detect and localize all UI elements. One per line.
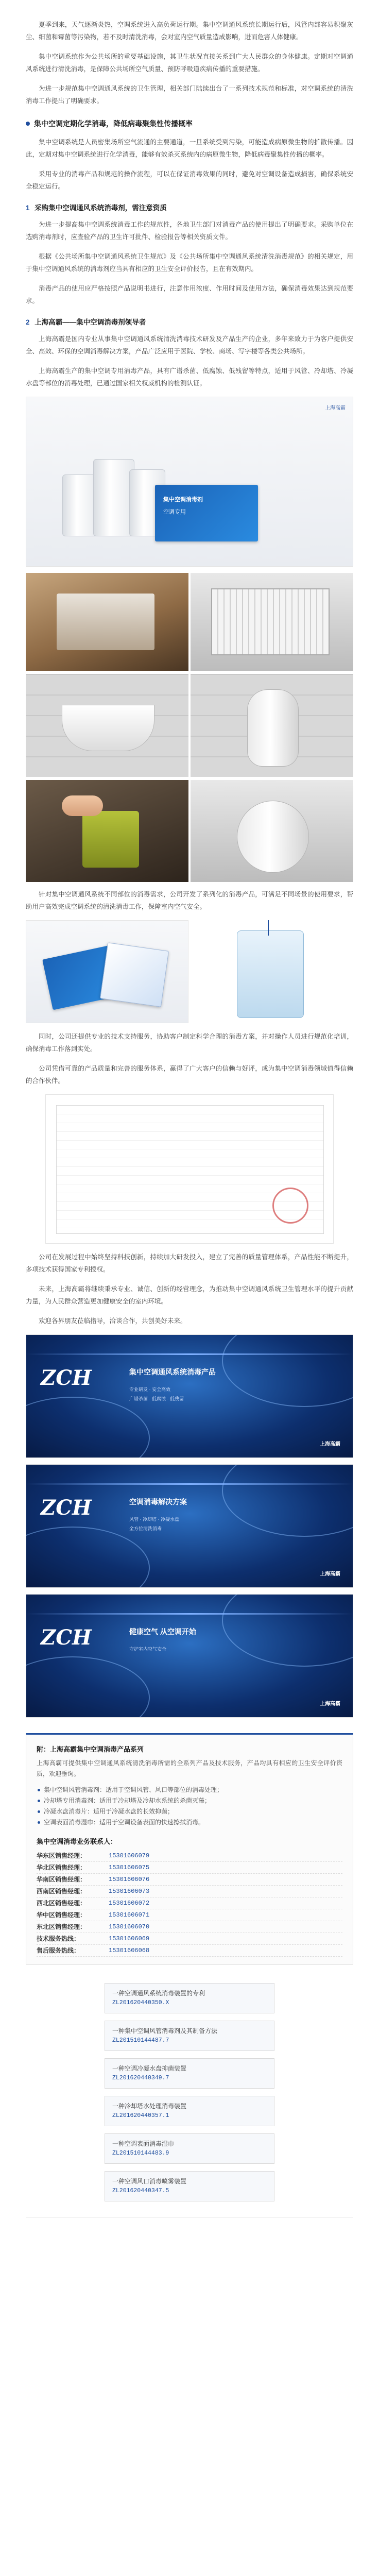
contact-role: 西南区销售经理： <box>37 1888 87 1895</box>
sub2-paragraphs <box>26 333 353 389</box>
related-title: 一种空调冷凝水盘抑菌装置 <box>112 2065 187 2072</box>
product-box <box>155 485 258 541</box>
paragraph: 为进一步规范集中空调通风系统的卫生管理，相关部门陆续出台了一系列技术规范和标准，对空调系统的清洗消毒工作提出了明确要求。 <box>26 85 353 105</box>
certificate-image <box>45 1094 334 1244</box>
banner-line: 全方位清洗消毒 <box>129 1526 162 1531</box>
contact-intro: 上海高霸可提供集中空调通风系统清洗消毒所需的全系列产品及技术服务，产品均具有相应的卫生安全评价资质，欢迎垂询。 <box>37 1759 342 1777</box>
photo-card <box>191 920 353 1023</box>
contact-phone[interactable]: 15301606076 <box>109 1876 150 1883</box>
product-box-label: 集中空调消毒剂 <box>163 497 203 503</box>
list-item: 冷却塔专用消毒剂：适用于冷却塔及冷却水系统的杀菌灭藻； <box>37 1795 342 1806</box>
banner-line: 专业研发 · 安全高效 <box>129 1387 170 1392</box>
contact-table <box>37 1850 342 1957</box>
ad-banner <box>26 1334 353 1458</box>
contact-role: 华北区销售经理： <box>37 1864 87 1871</box>
contact-row <box>37 1921 342 1933</box>
subtitle-number: 2 <box>26 318 30 326</box>
banner-title: 集中空调通风系统消毒产品 <box>129 1368 216 1376</box>
bullet-dot-icon <box>26 122 30 126</box>
section1-paragraphs <box>26 136 353 193</box>
related-link[interactable] <box>105 2021 274 2051</box>
paragraph: 消毒产品的使用应严格按照产品说明书进行，注意作用浓度、作用时间及使用方法，确保消毒效果达到规范要求。 <box>26 285 353 304</box>
banner-logo: ZCH <box>41 1496 92 1520</box>
contact-row <box>37 1850 342 1862</box>
paragraph: 欢迎各界朋友莅临指导，洽谈合作，共创美好未来。 <box>39 1317 187 1325</box>
ad-banner <box>26 1464 353 1588</box>
subtitle-procurement <box>26 202 353 212</box>
contact-phone[interactable]: 15301606068 <box>109 1947 150 1954</box>
contact-role: 西北区销售经理： <box>37 1900 87 1907</box>
ad-banners <box>26 1334 353 1718</box>
paragraph: 上海高霸是国内专业从事集中空调通风系统清洗消毒技术研发及产品生产的企业，多年来致力于为客户提供安全、高效、环保的空调消毒解决方案，产品广泛应用于医院、学校、商场、写字楼等各类公共场所。 <box>26 335 353 355</box>
related-link[interactable] <box>105 2171 274 2201</box>
photo-sink <box>26 674 188 777</box>
related-title: 一种空调表面消毒湿巾 <box>112 2140 175 2147</box>
contact-phone[interactable]: 15301606070 <box>109 1923 150 1930</box>
paragraph: 集中空调系统作为公共场所的重要基础设施，其卫生状况直接关系到广大人民群众的身体健康。定期对空调通风系统进行清洗消毒，是保障公共场所空气质量、预防呼吸道疾病传播的重要措施。 <box>26 53 353 73</box>
contact-phone[interactable]: 15301606079 <box>109 1852 150 1859</box>
banner-badge: 上海高霸 <box>320 1442 340 1447</box>
contact-row <box>37 1886 342 1897</box>
paragraph: 根据《公共场所集中空调通风系统卫生规范》及《公共场所集中空调通风系统清洗消毒规范》的相关规定，用于集中空调通风系统的消毒剂应当具有相应的卫生安全评价报告，且在有效期内。 <box>26 253 353 273</box>
contact-phone[interactable]: 15301606073 <box>109 1888 150 1895</box>
ad-banner <box>26 1594 353 1718</box>
contact-row <box>37 1945 342 1957</box>
contact-role: 华东区销售经理： <box>37 1852 87 1859</box>
banner-title: 健康空气 从空调开始 <box>129 1628 196 1636</box>
contact-row <box>37 1874 342 1886</box>
photo-duct <box>26 573 188 671</box>
banner-badge: 上海高霸 <box>320 1571 340 1577</box>
banner-badge: 上海高霸 <box>320 1701 340 1707</box>
related-link[interactable] <box>105 1983 274 2013</box>
banner-title: 空调消毒解决方案 <box>129 1498 187 1506</box>
related-patent-no: ZL201620440357.1 <box>112 2112 169 2119</box>
banner-logo: ZCH <box>41 1625 92 1650</box>
product-logo: 上海高霸 <box>325 405 346 411</box>
related-title: 一种集中空调风管消毒剂及其制备方法 <box>112 2027 218 2035</box>
paragraph: 公司凭借可靠的产品质量和完善的服务体系，赢得了广大客户的信赖与好评，成为集中空调消毒领域值得信赖的合作伙伴。 <box>26 1065 353 1084</box>
contact-phone[interactable]: 15301606071 <box>109 1911 150 1919</box>
related-link[interactable] <box>105 2133 274 2164</box>
contact-heading: 附：上海高霸集中空调消毒产品系列 <box>37 1745 144 1753</box>
middle-paragraphs <box>26 1030 353 1087</box>
paragraph: 同时，公司还提供专业的技术支持服务，协助客户制定科学合理的消毒方案，并对操作人员进行规范化培训，确保消毒工作落到实处。 <box>26 1033 353 1053</box>
subtitle-number: 1 <box>26 204 30 212</box>
contact-row <box>37 1933 342 1945</box>
list-item: 冷凝水盘消毒片：适用于冷凝水盘的长效抑菌； <box>37 1806 342 1817</box>
contact-role: 华中区销售经理： <box>37 1911 87 1919</box>
paragraph: 集中空调系统是人员密集场所空气流通的主要通道，一旦系统受到污染，可能造成病原微生物的扩散传播。因此，定期对集中空调系统进行化学消毒，能够有效杀灭系统内的病原微生物，降低病毒聚集性传播的概率。 <box>26 139 353 158</box>
product-list <box>37 1785 342 1828</box>
product-box-sublabel: 空调专用 <box>163 509 186 515</box>
intro-section <box>26 19 353 107</box>
contact-phone[interactable]: 15301606075 <box>109 1864 150 1871</box>
list-item: 集中空调风管消毒剂：适用于空调风管、风口等部位的消毒处理； <box>37 1785 342 1795</box>
section-title-text: 集中空调定期化学消毒，降低病毒聚集性传播概率 <box>34 120 193 128</box>
related-title: 一种空调通风系统消毒装置的专利 <box>112 1990 205 1997</box>
photo-vent <box>191 573 353 671</box>
related-patent-no: ZL201620440349.7 <box>112 2075 169 2081</box>
contact-row <box>37 1862 342 1874</box>
related-patents <box>26 1983 353 2201</box>
contact-box <box>26 1733 353 1964</box>
paragraph: 公司在发展过程中始终坚持科技创新，持续加大研发投入，建立了完善的质量管理体系，产品性能不断提升，多项技术获得国家专利授权。 <box>26 1253 353 1273</box>
banner-logo: ZCH <box>41 1366 92 1390</box>
caption-paragraph: 针对集中空调通风系统不同部位的消毒需求，公司开发了系列化的消毒产品，可满足不同场景的使用要求，帮助用户高效完成空调系统的清洗消毒工作，保障室内空气安全。 <box>26 891 353 910</box>
product-photo <box>26 397 353 567</box>
contact-people-heading: 集中空调消毒业务联系人： <box>37 1838 117 1845</box>
related-link[interactable] <box>105 2058 274 2089</box>
paragraph: 夏季到来，天气逐渐炎热，空调系统进入高负荷运行期。集中空调通风系统长期运行后，风管内部容易积聚灰尘、细菌和霉菌等污染物，若不及时清洗消毒，会对室内空气质量造成影响，进而危害人体健康。 <box>26 21 353 41</box>
subtitle-company <box>26 316 353 327</box>
product-roll <box>93 459 134 536</box>
banner-line: 风管 · 冷却塔 · 冷凝水盘 <box>129 1517 179 1522</box>
photo-tank <box>26 780 188 882</box>
related-patent-no: ZL201620440350.X <box>112 1999 169 2006</box>
contact-phone[interactable]: 15301606069 <box>109 1935 150 1942</box>
related-title: 一种空调风口消毒喷雾装置 <box>112 2178 187 2185</box>
subtitle-text: 采购集中空调通风系统消毒剂，需注意资质 <box>35 204 167 212</box>
subtitle-text: 上海高霸——集中空调消毒剂领导者 <box>35 318 146 326</box>
contact-role: 东北区销售经理： <box>37 1923 87 1930</box>
contact-row <box>37 1897 342 1909</box>
contact-role: 售后服务热线： <box>37 1947 80 1954</box>
usage-photo-grid <box>26 573 353 882</box>
related-link[interactable] <box>105 2096 274 2126</box>
contact-role: 华南区销售经理： <box>37 1876 87 1883</box>
related-title: 一种冷却塔水处理消毒装置 <box>112 2103 187 2110</box>
related-patent-no: ZL201620440347.5 <box>112 2188 169 2194</box>
contact-role: 技术服务热线： <box>37 1935 80 1942</box>
section-title-disinfection <box>26 118 353 129</box>
banner-line: 守护室内空气安全 <box>129 1647 167 1652</box>
closing-paragraphs <box>26 1251 353 1327</box>
list-item: 空调表面消毒湿巾：适用于空调设备表面的快速擦拭消毒。 <box>37 1817 342 1828</box>
banner-line: 广谱杀菌 · 低腐蚀 · 低残留 <box>129 1396 184 1401</box>
paragraph: 未来，上海高霸将继续秉承专业、诚信、创新的经营理念，为推动集中空调通风系统卫生管理水平的提升贡献力量，为人民群众营造更加健康安全的室内环境。 <box>26 1285 353 1305</box>
product-pack-photos <box>26 920 353 1023</box>
paragraph: 采用专业的消毒产品和规范的操作流程，可以在保证消毒效果的同时，避免对空调设备造成损害，确保系统安全稳定运行。 <box>26 171 353 190</box>
contact-phone[interactable]: 15301606072 <box>109 1900 150 1907</box>
photo-urinal <box>191 674 353 777</box>
related-patent-no: ZL201510144483.9 <box>112 2150 169 2157</box>
paragraph: 为进一步提高集中空调系统消毒工作的规范性，各地卫生部门对消毒产品的使用提出了明确要求。采购单位在选购消毒剂时，应查验产品的卫生许可批件、检验报告等相关资质文件。 <box>26 221 353 241</box>
related-patent-no: ZL201510144487.7 <box>112 2037 169 2044</box>
photo-wipes <box>26 920 188 1023</box>
photo-toilet <box>191 780 353 882</box>
paragraph: 上海高霸生产的集中空调专用消毒产品，具有广谱杀菌、低腐蚀、低残留等特点，适用于风管、冷却塔、冷凝水盘等部位的消毒处理，已通过国家相关权威机构的检测认证。 <box>26 367 353 387</box>
contact-row <box>37 1909 342 1921</box>
sub1-paragraphs <box>26 218 353 307</box>
